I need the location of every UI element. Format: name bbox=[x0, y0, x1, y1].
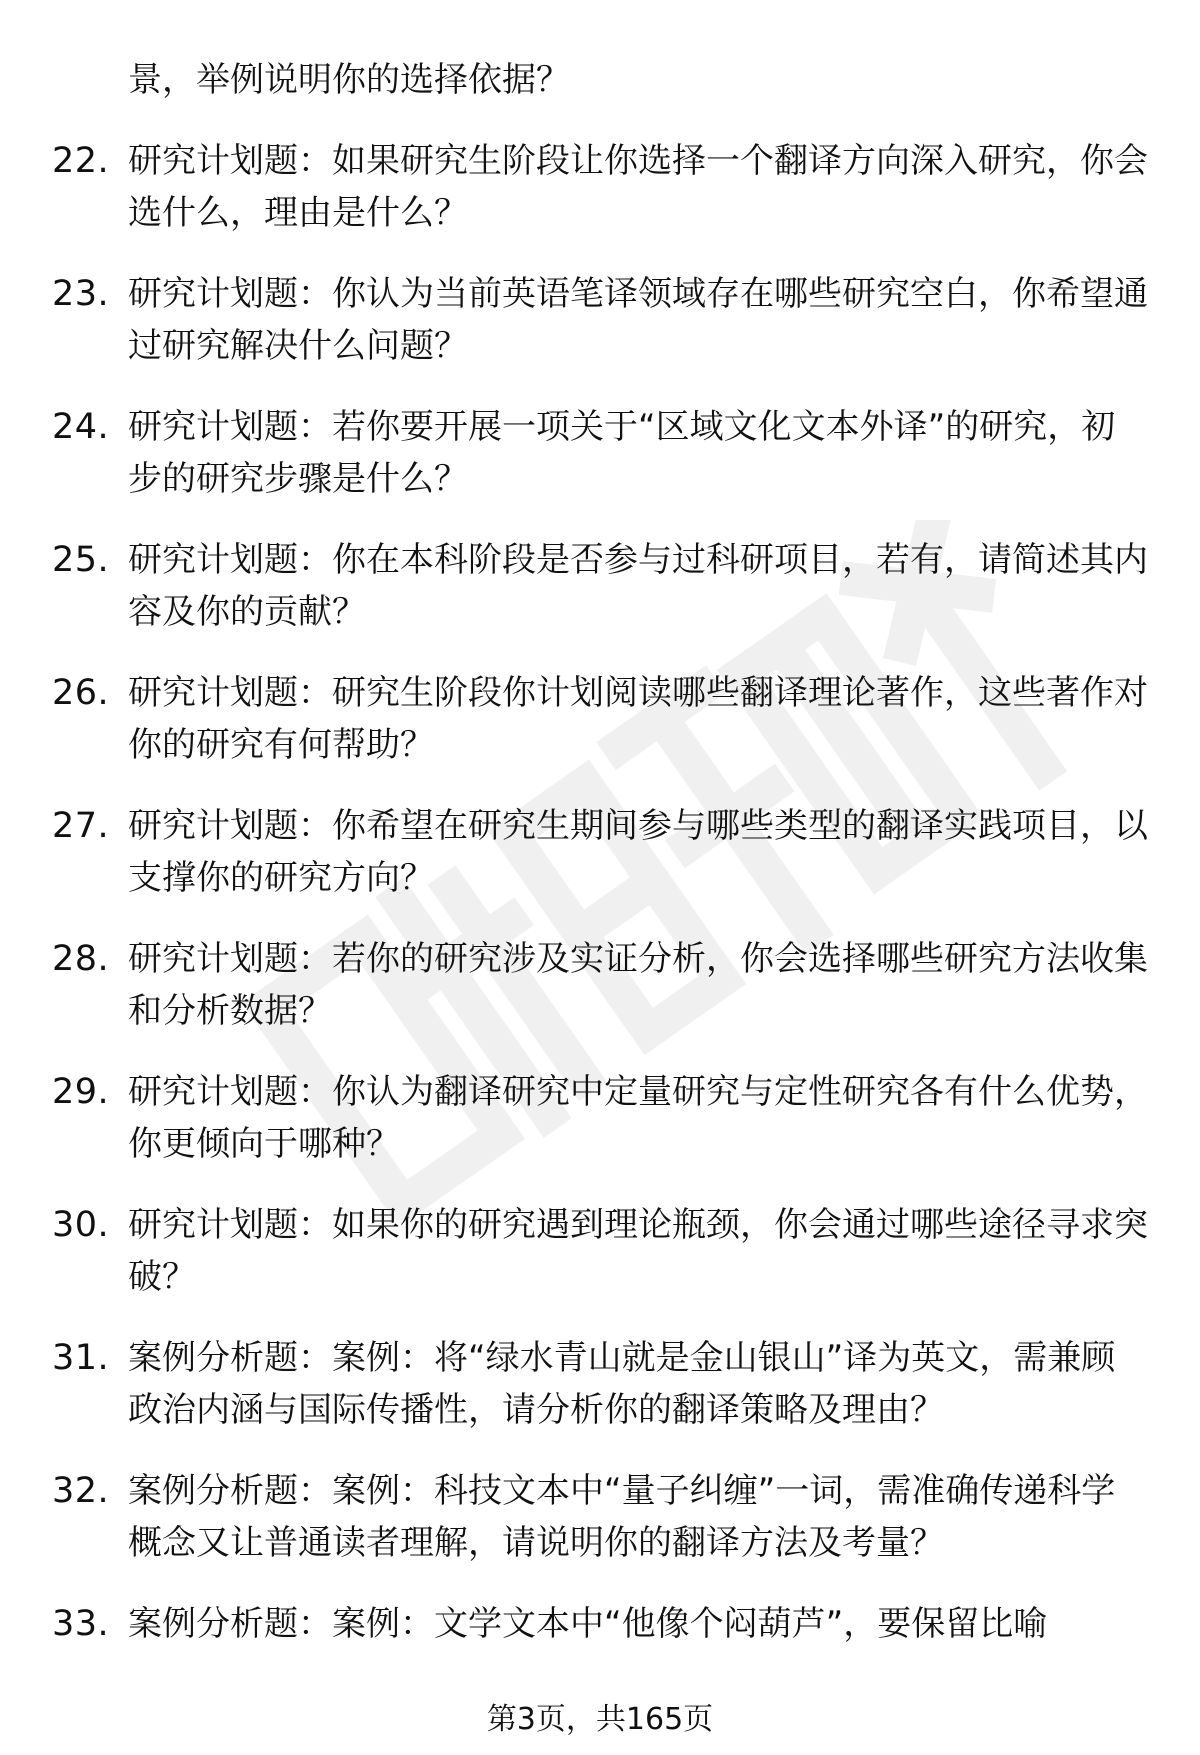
question-number: 25. bbox=[52, 540, 110, 580]
question-text: 研究计划题：你认为当前英语笔译领域存在哪些研究空白，你希望通过研究解决什么问题？ bbox=[128, 274, 1148, 366]
page-footer bbox=[0, 1700, 1200, 1740]
question-number: 27. bbox=[52, 806, 110, 846]
question-item-31 bbox=[0, 1332, 1200, 1465]
question-number: 29. bbox=[52, 1072, 110, 1112]
question-text: 研究计划题：你希望在研究生期间参与哪些类型的翻译实践项目，以支撑你的研究方向？ bbox=[128, 806, 1148, 898]
question-item-29 bbox=[0, 1066, 1200, 1199]
question-number: 32. bbox=[52, 1471, 110, 1511]
question-number: 28. bbox=[52, 939, 110, 979]
question-item-22 bbox=[0, 135, 1200, 268]
question-list bbox=[0, 54, 1200, 1731]
question-number: 33. bbox=[52, 1604, 110, 1644]
page-number-label: 第3页，共165页 bbox=[486, 1702, 714, 1737]
question-item-continued bbox=[0, 54, 1200, 135]
question-text: 案例分析题：案例：科技文本中“量子纠缠”一词，需准确传递科学概念又让普通读者理解，请说明你的翻译方法及考量？ bbox=[128, 1471, 1116, 1563]
question-number: 24. bbox=[52, 407, 110, 447]
question-text: 研究计划题：若你的研究涉及实证分析，你会选择哪些研究方法收集和分析数据？ bbox=[128, 939, 1148, 1031]
question-text: 案例分析题：案例：文学文本中“他像个闷葫芦”，要保留比喻 bbox=[128, 1604, 1048, 1644]
question-item-26 bbox=[0, 667, 1200, 800]
question-item-32 bbox=[0, 1465, 1200, 1598]
question-text: 研究计划题：如果你的研究遇到理论瓶颈，你会通过哪些途径寻求突破？ bbox=[128, 1205, 1148, 1297]
question-text: 案例分析题：案例：将“绿水青山就是金山银山”译为英文，需兼顾政治内涵与国际传播性，请分析你的翻译策略及理由？ bbox=[128, 1338, 1116, 1430]
question-number: 30. bbox=[52, 1205, 110, 1245]
question-text: 研究计划题：你在本科阶段是否参与过科研项目，若有，请简述其内容及你的贡献？ bbox=[128, 540, 1148, 632]
question-item-25 bbox=[0, 534, 1200, 667]
question-item-27 bbox=[0, 800, 1200, 933]
question-item-30 bbox=[0, 1199, 1200, 1332]
question-text: 研究计划题：若你要开展一项关于“区域文化文本外译”的研究，初步的研究步骤是什么？ bbox=[128, 407, 1116, 499]
question-item-24 bbox=[0, 401, 1200, 534]
question-item-28 bbox=[0, 933, 1200, 1066]
question-number: 23. bbox=[52, 274, 110, 314]
question-text: 景，举例说明你的选择依据？ bbox=[128, 60, 570, 100]
question-text: 研究计划题：如果研究生阶段让你选择一个翻译方向深入研究，你会选什么，理由是什么？ bbox=[128, 141, 1148, 233]
question-number: 31. bbox=[52, 1338, 110, 1378]
question-text: 研究计划题：研究生阶段你计划阅读哪些翻译理论著作，这些著作对你的研究有何帮助？ bbox=[128, 673, 1148, 765]
question-item-23 bbox=[0, 268, 1200, 401]
question-number: 26. bbox=[52, 673, 110, 713]
question-text: 研究计划题：你认为翻译研究中定量研究与定性研究各有什么优势，你更倾向于哪种？ bbox=[128, 1072, 1148, 1164]
question-number: 22. bbox=[52, 141, 110, 181]
